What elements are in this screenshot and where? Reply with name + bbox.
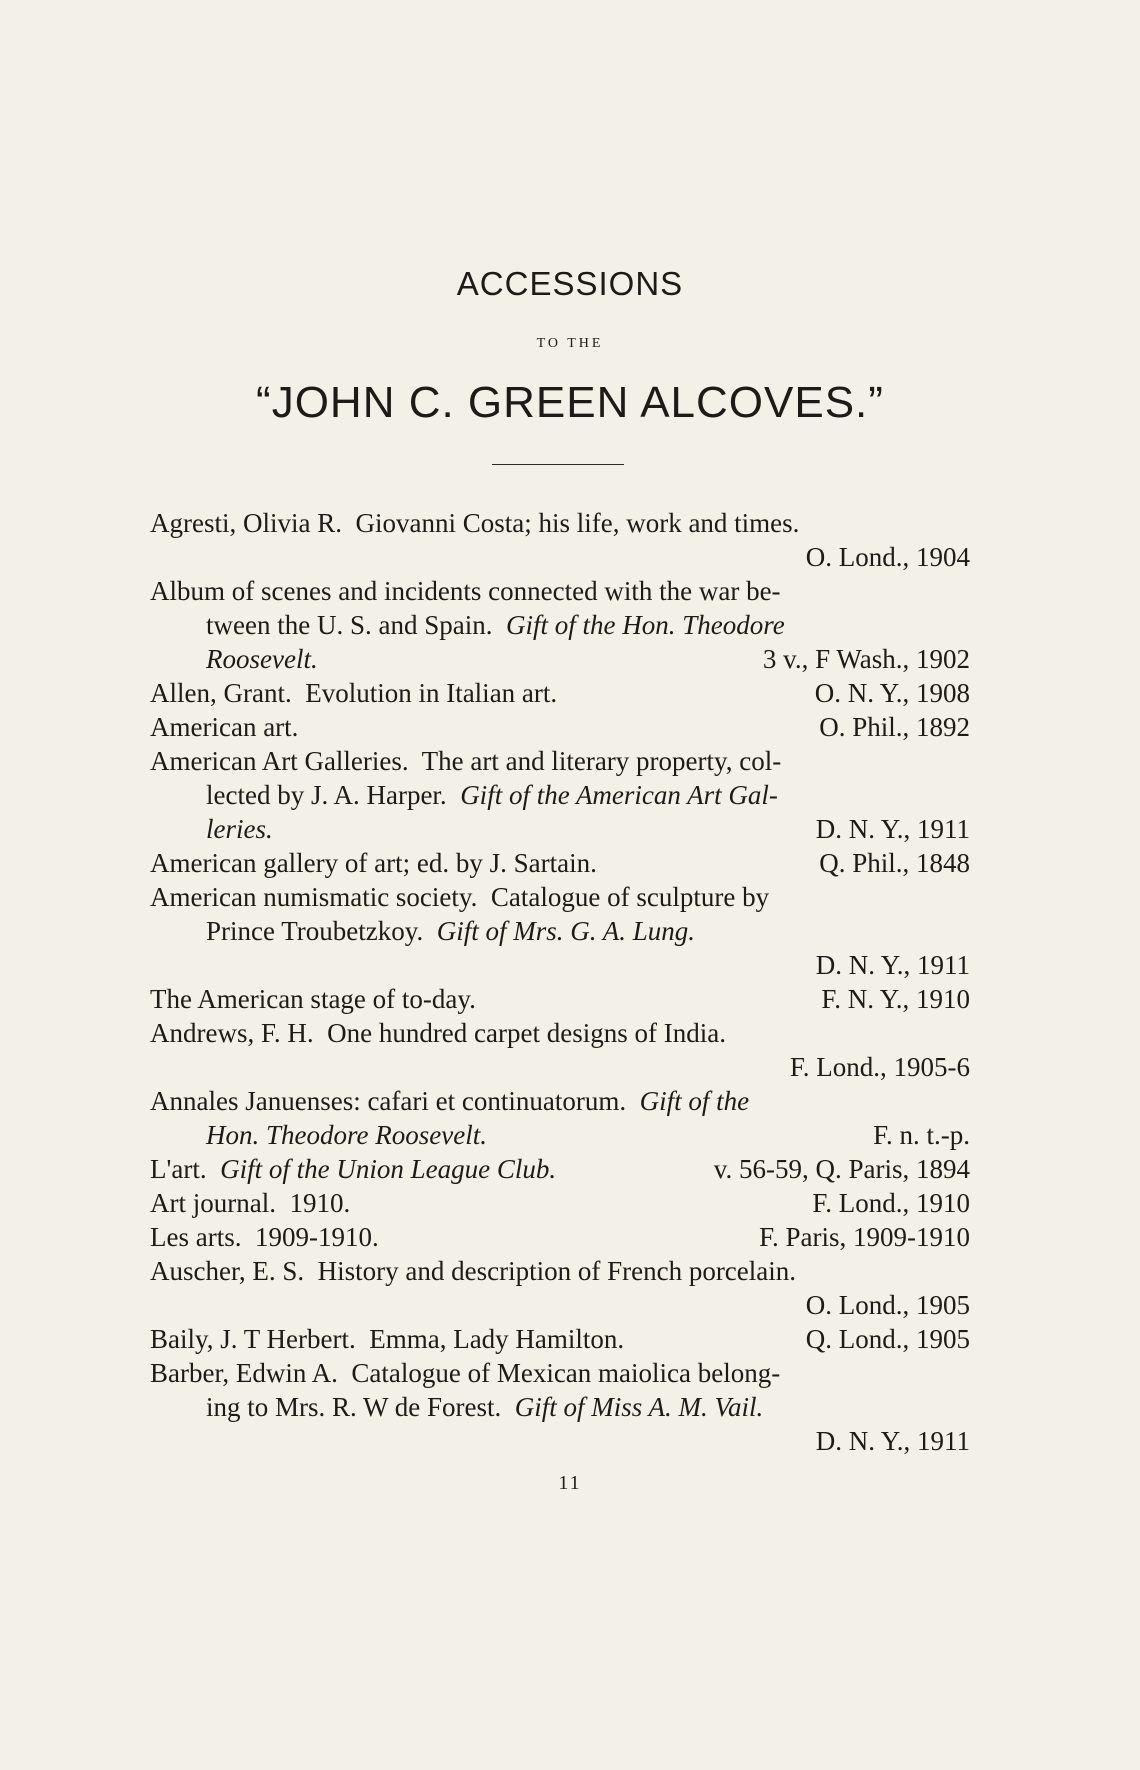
entry-imprint: O. Lond., 1904	[805, 542, 970, 572]
entry-line	[150, 1390, 970, 1424]
entry-text: Prince Troubetzkoy.	[206, 916, 437, 946]
page-number: 11	[558, 1472, 582, 1494]
entry-text: Agresti, Olivia R. Giovanni Costa; his life, work and times.	[150, 508, 800, 538]
entry-line	[150, 914, 970, 948]
entry-text: Album of scenes and incidents connected with the war be-	[150, 576, 781, 606]
entry-gift-note: leries.	[206, 814, 273, 844]
entry-line	[150, 778, 970, 812]
entry-line	[150, 1016, 970, 1050]
entry-line	[150, 1152, 970, 1186]
heading-collection-name: “JOHN C. GREEN ALCOVES.”	[256, 378, 884, 427]
title-divider	[492, 464, 624, 465]
entry-gift-note: Hon. Theodore Roosevelt.	[206, 1120, 487, 1150]
entry-text: lected by J. A. Harper.	[206, 780, 461, 810]
entry-line	[150, 642, 970, 676]
entry-line	[150, 540, 970, 574]
entry-imprint: F. n. t.-p.	[873, 1120, 970, 1150]
entry-line	[150, 1220, 970, 1254]
heading-accessions: ACCESSIONS	[456, 265, 684, 302]
entry-text: Les arts. 1909-1910.	[150, 1222, 379, 1252]
entry-text: The American stage of to-day.	[150, 984, 476, 1014]
entry-text: L'art.	[150, 1154, 221, 1184]
entry-line	[150, 982, 970, 1016]
entry-text: American gallery of art; ed. by J. Sartain.	[150, 848, 597, 878]
entry-imprint: O. N. Y., 1908	[814, 678, 970, 708]
entry-text: Baily, J. T Herbert. Emma, Lady Hamilton.	[150, 1324, 625, 1354]
entry-imprint: Q. Lond., 1905	[805, 1324, 970, 1354]
entry-imprint: v. 56-59, Q. Paris, 1894	[713, 1154, 970, 1184]
entry-imprint: O. Phil., 1892	[819, 712, 970, 742]
entry-imprint: D. N. Y., 1911	[815, 950, 970, 980]
entry-imprint: O. Lond., 1905	[805, 1290, 970, 1320]
entry-text: American numismatic society. Catalogue of sculpture by	[150, 882, 770, 912]
entry-line	[150, 1424, 970, 1458]
entry-imprint: Q. Phil., 1848	[819, 848, 970, 878]
entry-line	[150, 506, 970, 540]
entry-gift-note: Gift of Mrs. G. A. Lung.	[436, 916, 696, 946]
entry-line	[150, 948, 970, 982]
entry-text: Allen, Grant. Evolution in Italian art.	[150, 678, 558, 708]
entry-imprint: F. N. Y., 1910	[821, 984, 970, 1014]
entry-line	[150, 1356, 970, 1390]
entry-line	[150, 880, 970, 914]
entry-line	[150, 1288, 970, 1322]
entry-imprint: 3 v., F Wash., 1902	[762, 644, 970, 674]
entry-text: Barber, Edwin A. Catalogue of Mexican maiolica belong-	[150, 1358, 781, 1388]
entry-gift-note: Roosevelt.	[206, 644, 318, 674]
entry-imprint: F. Paris, 1909-1910	[759, 1222, 970, 1252]
entry-imprint: F. Lond., 1910	[812, 1188, 970, 1218]
entry-gift-note: Gift of the Hon. Theodore	[505, 610, 785, 640]
entry-line	[150, 1186, 970, 1220]
entry-gift-note: Gift of Miss A. M. Vail.	[514, 1392, 764, 1422]
entry-imprint: D. N. Y., 1911	[815, 814, 970, 844]
entry-line	[150, 744, 970, 778]
entry-line	[150, 812, 970, 846]
entry-gift-note: Gift of the American Art Gal-	[460, 780, 778, 810]
entry-text: Andrews, F. H. One hundred carpet designs of India.	[150, 1018, 726, 1048]
entry-imprint: D. N. Y., 1911	[815, 1426, 970, 1456]
entry-text: Auscher, E. S. History and description of French porcelain.	[150, 1256, 797, 1286]
entry-text: Annales Januenses: cafari et continuatorum.	[150, 1086, 640, 1116]
entry-imprint: F. Lond., 1905-6	[789, 1052, 970, 1082]
entry-line	[150, 710, 970, 744]
entry-line	[150, 1084, 970, 1118]
entry-line	[150, 676, 970, 710]
entry-line	[150, 1254, 970, 1288]
entry-line	[150, 1322, 970, 1356]
entry-line	[150, 846, 970, 880]
entry-line	[150, 608, 970, 642]
entry-text: American Art Galleries. The art and literary property, col-	[150, 746, 782, 776]
accessions-list	[150, 506, 970, 1458]
entry-text: tween the U. S. and Spain.	[206, 610, 506, 640]
entry-text: ing to Mrs. R. W de Forest.	[206, 1392, 515, 1422]
entry-gift-note: Gift of the Union League Club.	[220, 1154, 557, 1184]
entry-line	[150, 1118, 970, 1152]
entry-gift-note: Gift of the	[639, 1086, 750, 1116]
entry-line	[150, 1050, 970, 1084]
heading-to-the: TO THE	[536, 336, 604, 351]
entry-text: American art.	[150, 712, 299, 742]
entry-line	[150, 574, 970, 608]
entry-text: Art journal. 1910.	[150, 1188, 351, 1218]
